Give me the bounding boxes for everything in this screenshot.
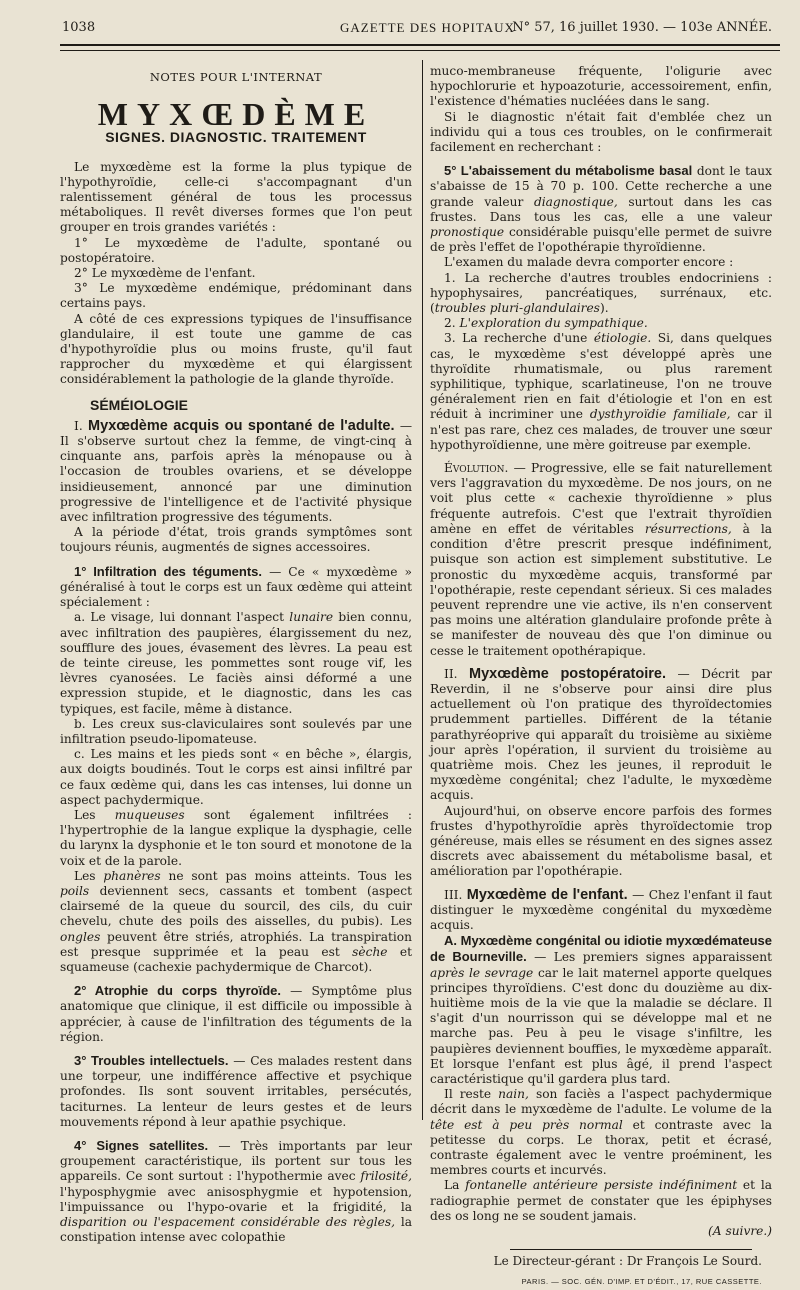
intro-list-item: 2° Le myxœdème de l'enfant.	[74, 266, 256, 281]
exam-item-3	[430, 331, 772, 453]
phaneres-mid: ne sont pas moins atteints. Tous les	[168, 868, 412, 883]
mucous-paragraph	[60, 808, 412, 869]
dwarf-italic-1: nain,	[498, 1087, 529, 1102]
phaneres-paragraph	[60, 869, 412, 975]
section-1-title: Myxœdème acquis ou spontané de l'adulte.	[88, 417, 395, 434]
to-be-continued: (A suivre.)	[708, 1224, 772, 1239]
exam-paragraph: L'examen du malade devra comporter encore :	[444, 255, 734, 270]
subsection-a-paragraph	[430, 933, 772, 1087]
subsection-1-title: 1° Infiltration des téguments.	[74, 563, 263, 579]
metabolism-paragraph	[430, 163, 772, 255]
metabolism-title: 5° L'abaissement du métabolisme basal	[444, 163, 693, 179]
section-kicker: NOTES POUR L'INTERNAT	[149, 70, 323, 84]
column-divider	[422, 60, 423, 1120]
intro-list-item: 3° Le myxœdème endémique, prédominant dans certains pays.	[60, 281, 412, 311]
subsection-4-text-a: — Très importants par leur groupement caractéristique, ils portent sur tous les appareils. Ce sont surtout : l'hypothermie avec	[60, 1139, 413, 1184]
evolution-text-b: à la condition d'être prescrit presque indéfiniment, puisque son action est simplement substitutive. Le pronostic du myxœdème acquis, transformé par l'opothérapie, reste cependant sérieux. Si ces malades peuvent reprendre une vie active, ils n'en conservent pas moins une altération glandulaire profonde prête à se manifester de nouveau dès que l'on diminue ou cesse le traitement opothérapique.	[430, 521, 773, 658]
exam-item-1	[430, 271, 772, 317]
section-2-text: — Décrit par Reverdin, il ne s'observe pour ainsi dire plus actuellement où l'on pratique des thyroïdectomies prudemment partielles. Différent de la tétanie parathyréoprive qui apparaît du troisième au sixième jour après l'opération, il survient du troisième au quatrième mois. Chez les jeunes, il reproduit le myxœdème congénital; chez l'adulte, le myxœdème acquis.	[430, 666, 772, 803]
section-1-text: — Il s'observe surtout chez la femme, de vingt-cinq à cinquante ans, parfois après la ménopause ou à l'occasion de troubles ovariens, et se développe insidieusement, annoncé par une diminution progressive de l'intelligence et de l'activité physique avec infiltration progressive des téguments.	[60, 418, 413, 525]
section-3-paragraph	[430, 888, 772, 934]
dwarf-text-c: et contraste avec la petitesse du corps. Le thorax, petit et écrasé, contraste également avec le ventre proéminent, les membres courts et incurvés.	[430, 1117, 773, 1178]
phaneres-italic-3: ongles	[60, 929, 101, 944]
left-column	[60, 64, 412, 1245]
dwarf-italic-2: tête est à peu près normal	[430, 1117, 623, 1132]
phaneres-italic-2: poils	[60, 883, 90, 898]
subsection-4-italic-2: disparition ou l'espacement considérable des règles,	[60, 1215, 395, 1230]
header-rule-thin	[60, 50, 780, 51]
exam-item-1-italic: troubles pluri-glandulaires	[434, 301, 600, 316]
subsection-4-paragraph	[60, 1138, 412, 1245]
article-subtitle: SIGNES. DIAGNOSTIC. TRAITEMENT	[105, 129, 367, 146]
item-b-paragraph: b. Les creux sus-claviculaires sont soulevés par une infiltration pseudo-lipomateuse.	[60, 716, 412, 746]
dwarf-text-b: son faciès a l'aspect pachydermique décrit dans le myxœdème de l'adulte. Le volume de la	[430, 1087, 773, 1117]
section-2-number: II.	[444, 666, 458, 681]
subsection-1-text: — Ce « myxœdème » généralisé à tout le corps est un faux œdème qui atteint spécialement :	[60, 564, 412, 610]
section-1-number: I.	[74, 418, 83, 433]
article-title: MYXŒDÈME	[97, 96, 375, 133]
fontanelle-text-a: La	[444, 1178, 460, 1193]
dwarf-text-a: Il reste	[444, 1087, 492, 1102]
section-2-paragraph-2: Aujourd'hui, on observe encore parfois des formes frustes d'hypothyroïdie après thyroïdectomie trop généreuse, mais elles se résument en des signes assez discrets avec abaissement du métabolisme basal, et amélioration par l'opothérapie.	[430, 803, 772, 879]
subsection-a-text-b: car le lait maternel apporte quelques principes thyroïdiens. C'est donc du douzième au dix-huitième mois de la vie que la maladie se déclare. Il s'agit d'un nourrisson qui se développe mal et ne marche pas. Peu à peu le visage s'infiltre, les paupières deviennent bouffies, le myxœdème apparaît. Et lorsque l'enfant est plus âgé, il prend l'aspect caractéristique qu'il gardera plus tard.	[430, 965, 772, 1086]
intro-list-item: 1° Le myxœdème de l'adulte, spontané ou postopératoire.	[60, 235, 412, 265]
subsection-4-title: 4° Signes satellites.	[74, 1138, 209, 1153]
exam-item-2-number: 2.	[444, 316, 456, 331]
metabolism-text-b: surtout dans les cas frustes. Dans tous les cas, elle a une valeur	[430, 194, 772, 224]
fontanelle-italic: fontanelle antérieure persiste indéfiniment	[465, 1178, 738, 1193]
phaneres-italic: phanères	[103, 868, 161, 883]
subsection-1-paragraph	[60, 564, 412, 611]
intro-paragraph: Le myxœdème est la forme la plus typique de l'hypothyroïdie, celle-ci s'accompagnant d'un ralentissement général de tous les processus métaboliques. Il revêt diverses formes que l'on peut grouper en trois grandes variétés :	[60, 159, 412, 235]
subsection-3-text: — Ces malades restent dans une torpeur, une indifférence affective et psychique profondes. Ils sont souvent irritables, persécutés, taciturnes. La lenteur de leurs gestes et de leurs mouvements répond à leur apathie psychique.	[60, 1053, 412, 1129]
metabolism-text-c: considérable puisqu'elle permet de suivre de près l'effet de l'opothérapie thyroïdienne.	[430, 225, 773, 255]
right-column	[430, 64, 772, 1290]
metabolism-text-a: dont le taux s'abaisse de 15 à 70 p. 100. Cette recherche a une grande valeur	[430, 164, 772, 209]
metabolism-italic-2: pronostique	[430, 225, 505, 240]
exam-item-3-italic-1: étiologie.	[593, 331, 652, 346]
section-3-number: III.	[444, 887, 463, 902]
issue-info: N° 57, 16 juillet 1930. — 103e ANNÉE.	[512, 20, 772, 35]
section-2-title: Myxœdème postopératoire.	[469, 665, 666, 682]
continuation-paragraph: muco-membraneuse fréquente, l'oligurie avec hypochlorurie et hypoazoturie, accessoirement, enfin, l'existence d'hématies nucléées dans le sang.	[430, 64, 772, 109]
evolution-paragraph	[430, 461, 772, 659]
exam-item-3-text-a: 3. La recherche d'une	[444, 331, 588, 346]
subsection-3-paragraph	[60, 1053, 412, 1130]
exam-item-3-italic-2: dysthyroïdie familiale,	[589, 407, 731, 422]
item-a-paragraph	[60, 610, 412, 716]
item-a-lead: a. Le visage, lui donnant l'aspect	[74, 610, 285, 625]
exam-item-2-italic: L'exploration du sympathique.	[459, 316, 648, 331]
mucous-italic: muqueuses	[114, 807, 185, 822]
intro-paragraph: A côté de ces expressions typiques de l'insuffisance glandulaire, il est toute une gamme de cas d'hypothyroïdie plus ou moins fruste, qu'il faut rapprocher du myxœdème et qui élargissent considérablement la pathologie de la glande thyroïde.	[60, 311, 412, 387]
diagnostic-paragraph: Si le diagnostic n'était fait d'emblée chez un individu qui a tous ces troubles, on le confirmerait facilement en recherchant :	[430, 109, 772, 155]
subsection-a-title: A. Myxœdème congénital ou idiotie myxœdémateuse de Bourneville.	[430, 933, 772, 965]
subsection-2-paragraph	[60, 983, 412, 1045]
exam-item-1-text: 1. La recherche d'autres troubles endocriniens : hypophysaires, pancréatiques, surrénaux, etc. (	[430, 270, 772, 316]
exam-item-1-end: ).	[599, 301, 609, 316]
section-3-text: — Chez l'enfant il faut distinguer le myxœdème congénital du myxœdème acquis.	[430, 887, 772, 932]
fontanelle-text-b: et la radiographie permet de constater que les épiphyses des os long ne se soudent jamais.	[430, 1178, 772, 1223]
section-3-title: Myxœdème de l'enfant.	[466, 886, 628, 903]
subsection-a-text-a: — Les premiers signes apparaissent	[534, 950, 772, 965]
subsection-2-text: — Symptôme plus anatomique que clinique, il est difficile ou impossible à apprécier, à cause de l'infiltration des téguments de la région.	[60, 984, 413, 1044]
subsection-3-title: 3° Troubles intellectuels.	[74, 1052, 229, 1068]
fontanelle-paragraph	[430, 1178, 772, 1224]
subsection-4-text-c: la constipation intense avec colopathie	[60, 1215, 412, 1245]
evolution-italic: résurrections,	[644, 521, 732, 536]
footer-rule	[510, 1249, 752, 1250]
section-1-paragraph	[60, 419, 412, 525]
section-2-paragraph	[430, 667, 772, 804]
item-c-paragraph: c. Les mains et les pieds sont « en bêche », élargis, aux doigts boudinés. Tout le corps est ainsi infiltré par ce faux œdème qui, dans les cas intenses, lui donne un aspect pachydermique.	[60, 747, 412, 807]
journal-title: GAZETTE DES HOPITAUX	[340, 20, 515, 35]
mucous-rest: sont également infiltrées : l'hypertrophie de la langue explique la dysphagie, celle du larynx la dysphonie et le ton sourd et monotone de la voix et de la parole.	[60, 807, 413, 868]
exam-item-3-text-b: Si, dans quelques cas, le myxœdème s'est développé après une thyroïdite rhumatismale, ou plus rarement syphilitique, typhique, scarlatineuse, l'on ne trouve généralement rien en fait d'étiologie et l'on en est réduit à incriminer une	[430, 331, 773, 422]
dwarf-paragraph	[430, 1087, 772, 1178]
evolution-text-a: — Progressive, elle se fait naturellement vers l'aggravation du myxœdème. De nos jours, on ne voit plus cette « cachexie thyroïdienne » plus fréquente autrefois. C'est que l'extrait thyroïdien amène en effet de véritables	[430, 461, 773, 536]
subsection-4-text-b: l'hyposphygmie avec anisosphygmie et hypotension, l'impuissance ou l'hypo-ovarie et la frigidité, la	[60, 1184, 412, 1214]
subsection-4-italic-1: frilosité,	[360, 1169, 412, 1184]
phaneres-lead: Les	[74, 868, 96, 883]
director-line: Le Directeur-gérant : Dr François Le Sourd.	[493, 1254, 762, 1269]
phaneres-rest: peuvent être striés, atrophiés. La transpiration est presque supprimée et la peau est	[60, 929, 412, 959]
printer-line: PARIS. — SOC. GÉN. D'IMP. ET D'ÉDIT., 17, RUE CASSETTE.	[521, 1277, 762, 1287]
evolution-title: Évolution.	[444, 461, 509, 476]
section-1-paragraph: A la période d'état, trois grands symptômes sont toujours réunis, augmentés de signes accessoires.	[60, 525, 412, 555]
exam-item-3-text-c: car il n'est pas rare, chez ces malades, de trouver une sœur hypothyroïdienne, une mère goitreuse par exemple.	[430, 407, 773, 452]
phaneres-end: et squameuse (cachexie pachydermique de Charcot).	[60, 944, 413, 974]
header-rule-thick	[60, 44, 780, 46]
metabolism-italic-1: diagnostique,	[533, 194, 618, 209]
item-a-rest: bien connu, avec infiltration des paupières, élargissement du nez, soufflure des joues, évasement des lèvres. La peau est de teinte cireuse, les pommettes sont rouge vif, les lèvres cyanosées. Le faciès ainsi déformé a une expression stupide, et le diagnostic, dans les cas typiques, est facile, même à distance.	[60, 610, 413, 716]
subsection-a-italic: après le sevrage	[430, 965, 534, 980]
section-heading-semeiologie: SÉMÉIOLOGIE	[90, 396, 189, 413]
phaneres-italic-4: sèche	[352, 944, 388, 959]
phaneres-mid-2: deviennent secs, cassants et tombent (aspect clairsemé de la queue du sourcil, des cils, du cuir chevelu, chute des poils des aisselles, du pubis). Les	[60, 883, 412, 929]
mucous-lead: Les	[74, 807, 96, 822]
subsection-2-title: 2° Atrophie du corps thyroïde.	[74, 983, 282, 999]
exam-item-2	[430, 316, 772, 331]
page-number: 1038	[62, 20, 96, 35]
item-a-italic: lunaire	[289, 610, 334, 625]
